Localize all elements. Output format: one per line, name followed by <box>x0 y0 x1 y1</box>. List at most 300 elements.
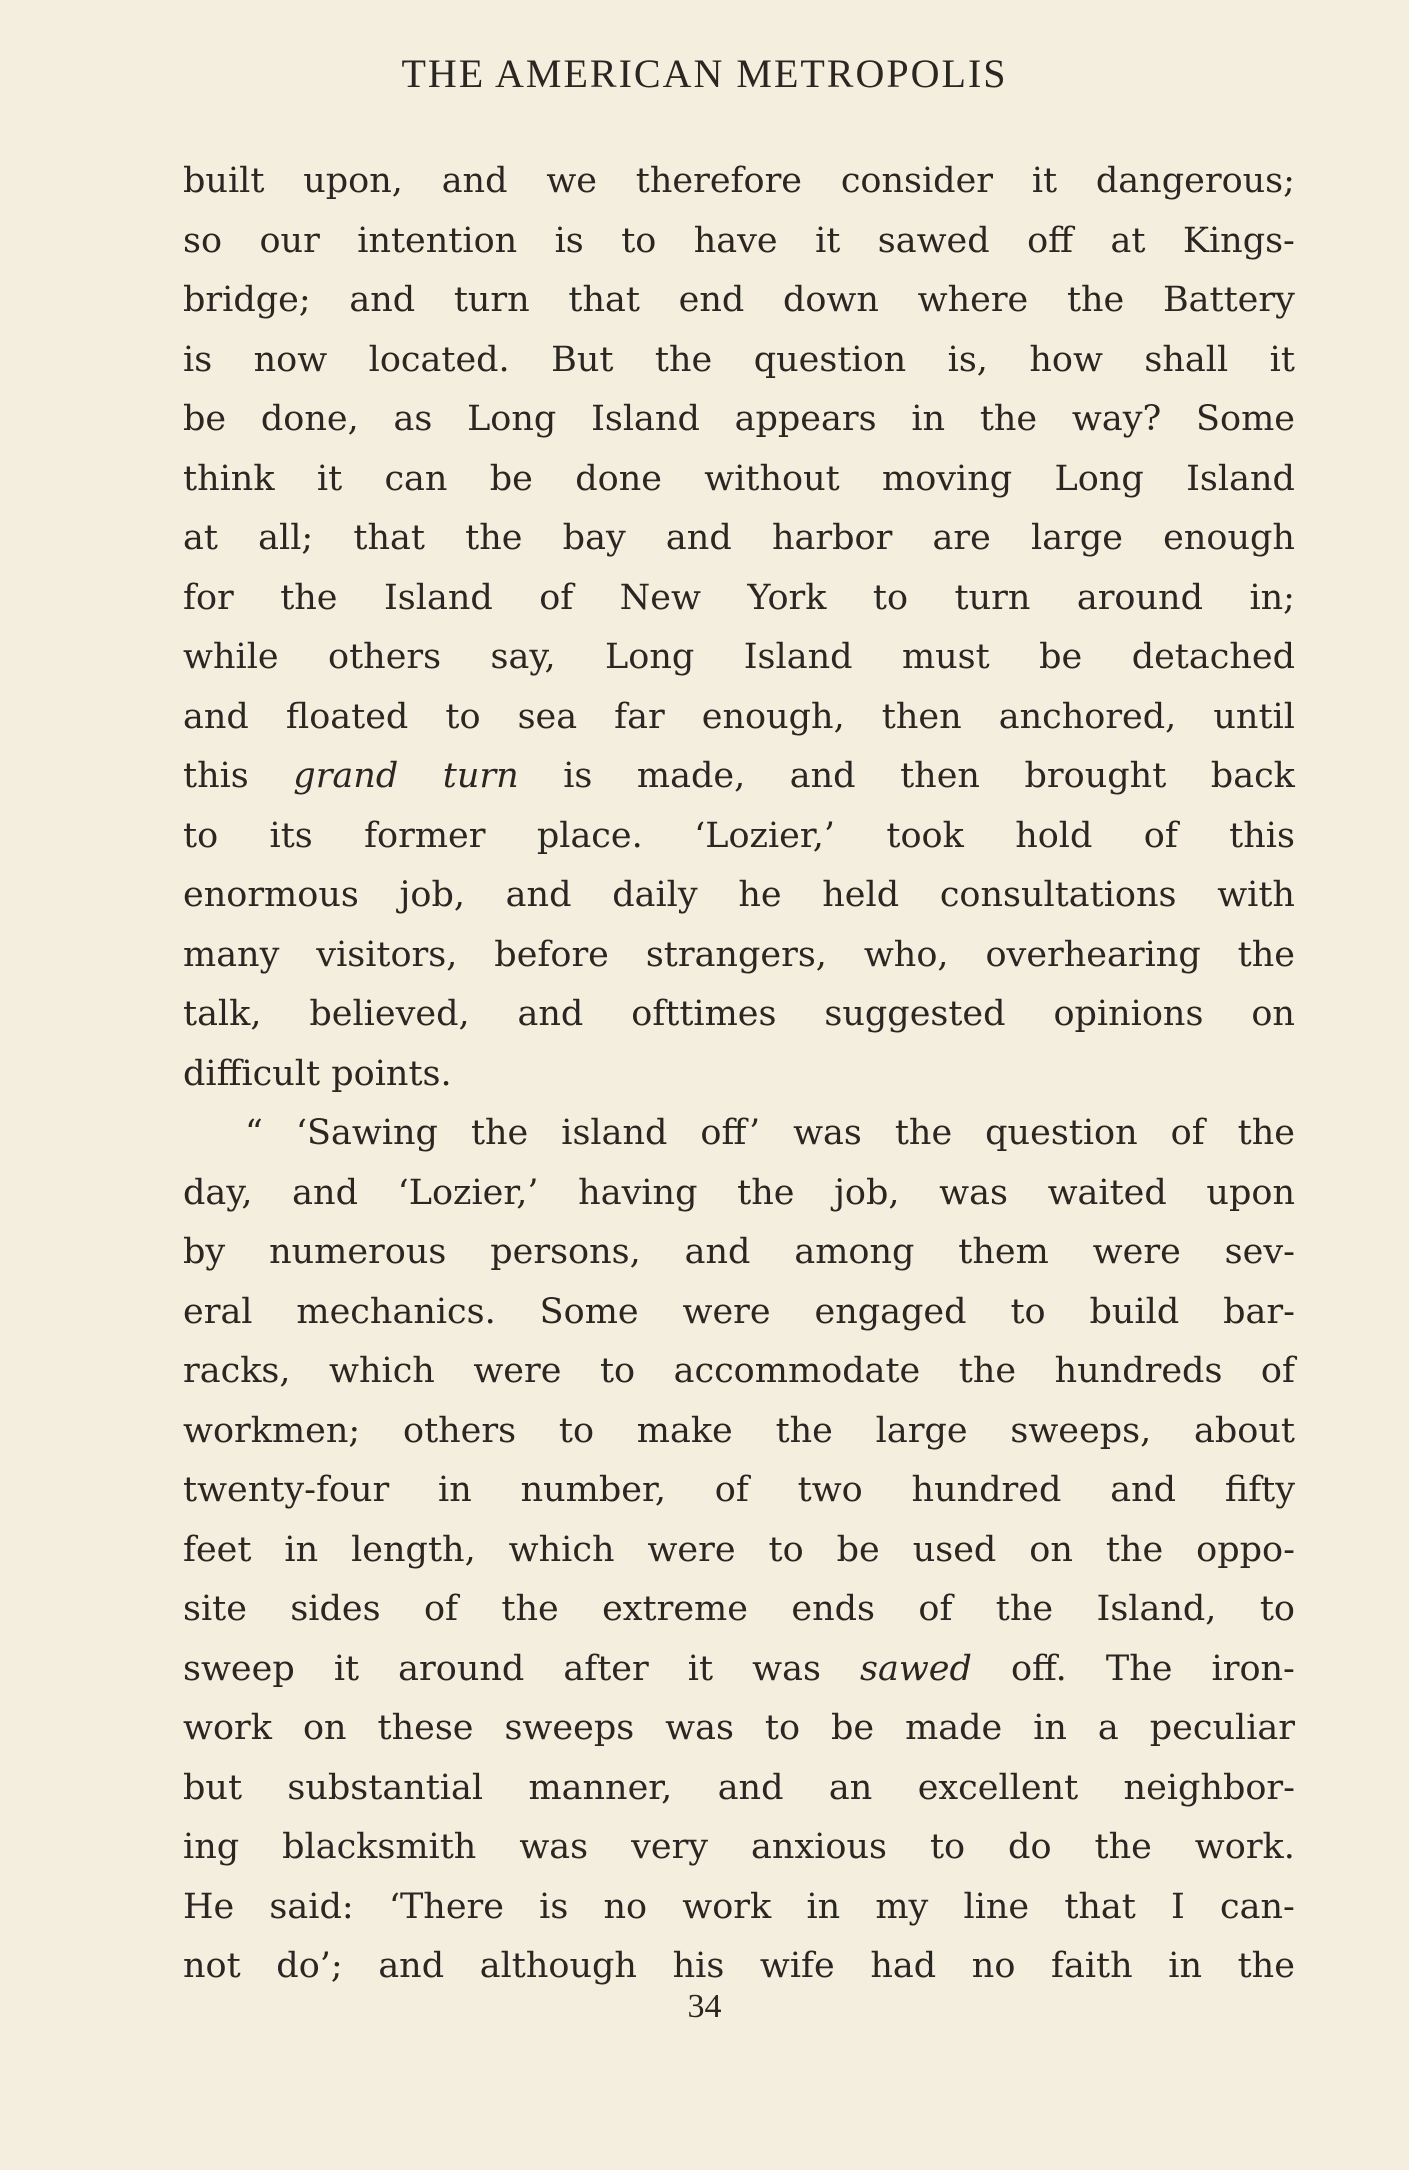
text-line <box>183 1759 1295 1819</box>
word: neighbor- <box>1123 1767 1295 1808</box>
word: build <box>1089 1291 1180 1332</box>
word: sweeps <box>504 1708 635 1748</box>
text-line <box>183 1699 1295 1759</box>
word: work <box>183 1708 272 1748</box>
word: it <box>687 1648 714 1689</box>
text-line <box>183 1461 1295 1521</box>
word: substantial <box>287 1767 484 1808</box>
text-line <box>183 1164 1295 1224</box>
word: place. <box>536 815 643 856</box>
word: that <box>353 518 425 558</box>
word: say, <box>490 637 556 677</box>
word: to <box>764 1708 801 1748</box>
word: make <box>636 1410 733 1451</box>
word: built <box>183 161 265 201</box>
text-line <box>183 569 1295 629</box>
word: feet <box>183 1529 252 1570</box>
word: the <box>995 1589 1054 1629</box>
word: faith <box>1051 1946 1133 1986</box>
word: the <box>654 339 713 380</box>
word: no <box>603 1886 648 1927</box>
word: was <box>519 1827 589 1867</box>
word: down <box>782 280 879 320</box>
word: Kings- <box>1182 220 1295 261</box>
word: accommodate <box>673 1351 921 1391</box>
word: this <box>183 756 249 796</box>
word: done <box>575 458 662 499</box>
word: hundred <box>911 1470 1062 1510</box>
word: Some <box>1196 399 1295 439</box>
word: end <box>678 280 745 320</box>
word: question <box>985 1113 1138 1153</box>
word: is <box>183 339 213 380</box>
word: before <box>494 934 609 975</box>
word: used <box>912 1529 997 1570</box>
word: Long <box>1054 458 1144 499</box>
word: way? <box>1071 399 1162 439</box>
word: were <box>473 1351 562 1391</box>
word: Island <box>1186 458 1295 499</box>
word: must <box>901 637 990 677</box>
word: New <box>619 577 701 618</box>
text-line <box>183 985 1295 1045</box>
word: to <box>599 1351 636 1391</box>
word: others <box>403 1410 517 1451</box>
text-line <box>183 866 1295 926</box>
word: by <box>183 1232 226 1272</box>
word: I <box>1171 1886 1185 1927</box>
word: of <box>918 1589 953 1629</box>
text-line <box>183 1878 1295 1938</box>
word: iron- <box>1211 1648 1295 1689</box>
word: wife <box>759 1946 835 1986</box>
word: it <box>333 1648 360 1689</box>
word: work. <box>1194 1827 1295 1867</box>
word: off’ <box>700 1113 761 1153</box>
word: then <box>900 756 980 796</box>
word: engaged <box>814 1291 967 1332</box>
word: them <box>958 1232 1049 1272</box>
word: was <box>752 1648 821 1689</box>
word: daily <box>612 875 698 915</box>
word: Some <box>539 1291 639 1332</box>
word: while <box>183 637 279 677</box>
word: oppo- <box>1196 1529 1295 1570</box>
word: sev- <box>1224 1232 1295 1272</box>
word: Long <box>605 637 695 677</box>
word: to <box>929 1827 966 1867</box>
word: in <box>911 399 946 439</box>
word: the <box>1237 1946 1295 1986</box>
word: the <box>737 1172 795 1213</box>
word: the <box>775 1410 833 1451</box>
word: mechanics. <box>296 1291 496 1332</box>
word: large <box>875 1410 968 1451</box>
running-head: THE AMERICAN METROPOLIS <box>401 51 1008 96</box>
word: our <box>259 220 320 261</box>
word: ‘There <box>388 1886 504 1927</box>
word: these <box>377 1708 474 1748</box>
word: until <box>1213 696 1295 737</box>
word: of <box>714 1470 749 1510</box>
word: and <box>505 875 572 915</box>
word: ‘Sawing <box>295 1113 438 1153</box>
word: to <box>558 1410 595 1451</box>
body-text <box>183 152 1295 1997</box>
word: in; <box>1249 577 1295 618</box>
word: held <box>822 875 900 915</box>
word: upon <box>1206 1172 1295 1213</box>
word: The <box>1105 1648 1173 1689</box>
word: upon, <box>303 161 403 201</box>
word: day, <box>183 1172 253 1213</box>
word: on <box>302 1708 347 1748</box>
word: points. <box>331 1053 452 1094</box>
word: intention <box>357 220 518 261</box>
word: “ <box>245 1113 263 1153</box>
word: made <box>905 1708 1003 1748</box>
word: be <box>836 1529 880 1570</box>
word: ing <box>183 1827 240 1867</box>
word: ‘Lozier,’ <box>694 815 836 856</box>
word: the <box>470 1113 529 1153</box>
text-line <box>183 509 1295 569</box>
word: York <box>747 577 827 618</box>
word: after <box>563 1648 649 1689</box>
word: which <box>508 1529 615 1570</box>
word: do’; <box>276 1946 343 1986</box>
word: it <box>1269 339 1295 380</box>
word: fifty <box>1224 1470 1295 1510</box>
word: that <box>568 280 640 320</box>
text-line <box>183 807 1295 867</box>
word: it <box>815 220 841 261</box>
word: done, <box>260 399 359 439</box>
word: and <box>349 280 416 320</box>
word: so <box>183 220 223 261</box>
word: manner, <box>528 1767 673 1808</box>
word: in <box>1033 1708 1067 1748</box>
word: eral <box>183 1291 253 1332</box>
word: bridge; <box>183 280 311 320</box>
word: large <box>1031 518 1123 558</box>
word: sweep <box>183 1648 295 1689</box>
word: of <box>539 577 574 618</box>
word: very <box>631 1827 709 1867</box>
word: about <box>1194 1410 1295 1451</box>
word: took <box>886 815 964 856</box>
word: an <box>828 1767 873 1808</box>
word: how <box>1029 339 1103 380</box>
word: sides <box>290 1589 381 1629</box>
word: we <box>546 161 597 201</box>
word: a <box>1097 1708 1119 1748</box>
word: at <box>1110 220 1146 261</box>
word: in <box>1168 1946 1202 1986</box>
word: be <box>1039 637 1083 677</box>
word: ends <box>791 1589 875 1629</box>
word: sea <box>517 696 578 737</box>
text-line <box>183 271 1295 331</box>
word: among <box>794 1232 915 1272</box>
word: is <box>554 220 584 261</box>
word: Island, <box>1096 1589 1217 1629</box>
word: hold <box>1015 815 1093 856</box>
word: for <box>183 577 234 618</box>
text-line <box>183 1283 1295 1343</box>
word: and <box>684 1232 751 1272</box>
word: former <box>364 815 486 856</box>
word: of <box>1170 1113 1205 1153</box>
word: off <box>1027 220 1074 261</box>
word: anchored, <box>998 696 1177 737</box>
word: is, <box>947 339 988 380</box>
word: talk, <box>183 994 262 1034</box>
word: on <box>1029 1529 1073 1570</box>
word: his <box>672 1946 725 1986</box>
text-line <box>183 1045 1295 1105</box>
word: site <box>183 1589 247 1629</box>
word: be <box>489 458 533 499</box>
word: in <box>806 1886 841 1927</box>
word: can <box>384 458 448 499</box>
word: the <box>1066 280 1125 320</box>
word: he <box>738 875 782 915</box>
text-line <box>183 1402 1295 1462</box>
word: believed, <box>309 994 470 1034</box>
word: two <box>797 1470 863 1510</box>
word: around <box>1076 577 1203 618</box>
word: were <box>647 1529 736 1570</box>
text-line <box>183 331 1295 391</box>
word: is <box>539 1886 569 1927</box>
word: shall <box>1144 339 1229 380</box>
text-line <box>183 1521 1295 1581</box>
word: others <box>328 637 442 677</box>
word: detached <box>1131 637 1295 677</box>
word: turn <box>442 756 519 796</box>
word: turn <box>453 280 530 320</box>
word: which <box>329 1351 435 1391</box>
word: line <box>963 1886 1030 1927</box>
text-line <box>183 628 1295 688</box>
word: consultations <box>939 875 1177 915</box>
word: the <box>1237 934 1295 975</box>
word: floated <box>285 696 409 737</box>
word: the <box>465 518 523 558</box>
word: and <box>665 518 732 558</box>
word: to <box>445 696 481 737</box>
word: far <box>614 696 665 737</box>
word: strangers, <box>645 934 827 975</box>
word: around <box>398 1648 525 1689</box>
text-line <box>183 212 1295 272</box>
word: was <box>665 1708 734 1748</box>
word: had <box>870 1946 937 1986</box>
word: be <box>830 1708 875 1748</box>
word: my <box>875 1886 929 1927</box>
word: that <box>1064 1886 1136 1927</box>
word: visitors, <box>316 934 458 975</box>
word: difficult <box>183 1053 321 1094</box>
word: overhearing <box>985 934 1201 975</box>
word: question <box>753 339 907 380</box>
word: the <box>979 399 1038 439</box>
word: the <box>1237 1113 1295 1153</box>
word: many <box>183 934 280 975</box>
word: He <box>183 1886 235 1927</box>
word: number, <box>520 1470 666 1510</box>
word: But <box>551 339 614 380</box>
word: consider <box>840 161 994 201</box>
word: no <box>971 1946 1016 1986</box>
word: dangerous; <box>1095 161 1295 201</box>
word: said: <box>269 1886 354 1927</box>
word: job, <box>399 875 465 915</box>
word: as <box>393 399 433 439</box>
word: and <box>183 696 249 737</box>
word: twenty-four <box>183 1470 390 1510</box>
word: and <box>517 994 584 1034</box>
word: and <box>378 1946 445 1986</box>
word: to <box>1010 1291 1046 1332</box>
word: have <box>693 220 778 261</box>
word: Island <box>743 637 853 677</box>
word: without <box>704 458 840 499</box>
text-line <box>183 1818 1295 1878</box>
word: it <box>316 458 343 499</box>
word: racks, <box>183 1351 291 1391</box>
word: at <box>183 518 218 558</box>
word: the <box>1105 1529 1164 1570</box>
page-number: 34 <box>687 1988 722 2025</box>
word: located. <box>368 339 510 380</box>
word: workmen; <box>183 1410 361 1451</box>
word: job, <box>834 1172 900 1213</box>
text-line <box>183 1342 1295 1402</box>
text-line <box>183 450 1295 510</box>
word: the <box>894 1113 953 1153</box>
word: and <box>292 1172 358 1213</box>
word: were <box>1092 1232 1181 1272</box>
word: not <box>183 1946 241 1986</box>
word: the <box>1094 1827 1152 1867</box>
word: of <box>423 1589 458 1629</box>
word: be <box>183 399 227 439</box>
word: work <box>682 1886 772 1927</box>
word: where <box>917 280 1029 320</box>
word: was <box>793 1113 862 1153</box>
word: to <box>768 1529 804 1570</box>
text-line <box>183 390 1295 450</box>
word: the <box>958 1351 1017 1391</box>
word: harbor <box>771 518 893 558</box>
word: and <box>1110 1470 1177 1510</box>
word: although <box>479 1946 637 1986</box>
text-line <box>183 926 1295 986</box>
word: off. <box>1010 1648 1067 1689</box>
word: sawed <box>877 220 990 261</box>
text-line <box>183 1223 1295 1283</box>
word: excellent <box>917 1767 1079 1808</box>
word: back <box>1210 756 1295 796</box>
word: all; <box>258 518 314 558</box>
word: Island <box>591 399 700 439</box>
word: enough <box>1163 518 1295 558</box>
word: ofttimes <box>631 994 777 1034</box>
word: then <box>881 696 962 737</box>
word: are <box>932 518 991 558</box>
text-line <box>183 1580 1295 1640</box>
word: enough, <box>701 696 845 737</box>
word: persons, <box>490 1232 641 1272</box>
word: the <box>501 1589 559 1629</box>
word: numerous <box>269 1232 447 1272</box>
text-line <box>183 1104 1295 1164</box>
word: of <box>1260 1351 1295 1391</box>
word: grand <box>293 756 399 796</box>
word: and <box>717 1767 784 1808</box>
word: sweeps, <box>1010 1410 1152 1451</box>
word: having <box>578 1172 698 1213</box>
word: enormous <box>183 875 359 915</box>
word: length, <box>351 1529 476 1570</box>
word: but <box>183 1767 243 1808</box>
word: hundreds <box>1054 1351 1223 1391</box>
word: and <box>789 756 856 796</box>
text-line <box>183 1640 1295 1700</box>
word: it <box>1031 161 1058 201</box>
word: who, <box>863 934 949 975</box>
word: this <box>1229 815 1295 856</box>
word: waited <box>1047 1172 1167 1213</box>
word: extreme <box>602 1589 748 1629</box>
word: blacksmith <box>282 1827 477 1867</box>
word: is <box>563 756 593 796</box>
word: was <box>939 1172 1008 1213</box>
word: on <box>1251 994 1295 1034</box>
word: bay <box>562 518 626 558</box>
word: turn <box>954 577 1031 618</box>
word: therefore <box>635 161 803 201</box>
word: brought <box>1024 756 1167 796</box>
text-line <box>183 747 1295 807</box>
word: Battery <box>1162 280 1295 320</box>
word: and <box>441 161 508 201</box>
word: opinions <box>1053 994 1204 1034</box>
word: to <box>1259 1589 1295 1629</box>
text-line <box>183 152 1295 212</box>
word: appears <box>734 399 877 439</box>
word: were <box>682 1291 771 1332</box>
word: anxious <box>751 1827 887 1867</box>
word: Long <box>467 399 557 439</box>
word: bar- <box>1223 1291 1295 1332</box>
word: the <box>280 577 338 618</box>
word: do <box>1008 1827 1052 1867</box>
word: moving <box>882 458 1013 499</box>
word: with <box>1217 875 1295 915</box>
text-line <box>183 688 1295 748</box>
word: to <box>621 220 657 261</box>
word: island <box>561 1113 668 1153</box>
word: to <box>183 815 219 856</box>
word: ‘Lozier,’ <box>397 1172 539 1213</box>
word: think <box>183 458 275 499</box>
word: sawed <box>859 1648 972 1689</box>
word: made, <box>636 756 746 796</box>
word: its <box>269 815 313 856</box>
